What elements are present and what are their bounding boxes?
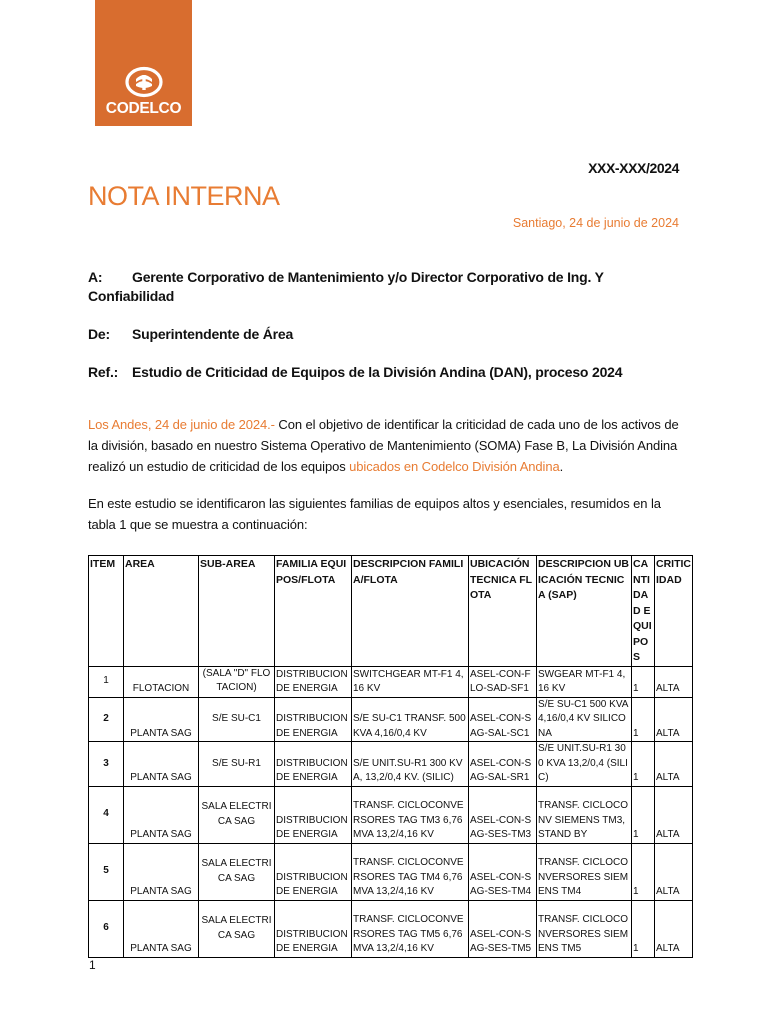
- codelco-logo: [95, 0, 192, 126]
- document-date: Santiago, 24 de junio de 2024: [512, 216, 679, 230]
- cell-familia: DISTRIBUCION DE ENERGIA: [275, 697, 352, 742]
- intro-paragraph: [88, 414, 683, 477]
- col-header-criticidad: CRITICIDAD: [655, 556, 693, 667]
- cell-item: 1: [89, 666, 124, 697]
- cell-cantidad: 1: [632, 697, 655, 742]
- reference-line: [88, 364, 622, 380]
- cell-descripcion-ubicacion: SWGEAR MT-F1 4,16 KV: [537, 666, 632, 697]
- cell-descripcion-ubicacion: TRANSF. CICLOCONVERSORES SIEMENS TM4: [537, 843, 632, 900]
- table-header-row: [89, 556, 693, 667]
- cell-familia: DISTRIBUCION DE ENERGIA: [275, 742, 352, 787]
- addressee-label: A:: [88, 269, 103, 285]
- cell-item: 5: [89, 843, 124, 900]
- cell-sub-area: S/E SU-R1: [199, 742, 275, 787]
- cell-descripcion-ubicacion: S/E SU-C1 500 KVA 4,16/0,4 KV SILICONA: [537, 697, 632, 742]
- cell-cantidad: 1: [632, 666, 655, 697]
- table-row: [89, 843, 693, 900]
- cell-area: PLANTA SAG: [124, 843, 199, 900]
- cell-cantidad: 1: [632, 843, 655, 900]
- cell-item: 3: [89, 742, 124, 787]
- cell-ubicacion: ASEL-CON-FLO-SAD-SF1: [469, 666, 537, 697]
- cell-area: PLANTA SAG: [124, 900, 199, 957]
- logo-wordmark: CODELCO: [105, 100, 182, 117]
- col-header-cantidad: CANTIDAD EQUIPOS: [632, 556, 655, 667]
- cell-familia: DISTRIBUCION DE ENERGIA: [275, 786, 352, 843]
- cell-item: 4: [89, 786, 124, 843]
- cell-criticidad: ALTA: [655, 900, 693, 957]
- cell-familia: DISTRIBUCION DE ENERGIA: [275, 900, 352, 957]
- cell-cantidad: 1: [632, 786, 655, 843]
- document-title: NOTA INTERNA: [88, 181, 280, 211]
- table-row: [89, 742, 693, 787]
- cell-sub-area: S/E SU-C1: [199, 697, 275, 742]
- cell-area: PLANTA SAG: [124, 697, 199, 742]
- table-row: [89, 900, 693, 957]
- cell-descripcion-familia: SWITCHGEAR MT-F1 4,16 KV: [352, 666, 469, 697]
- col-header-descripcion-ubicacion: DESCRIPCION UBICACIÓN TECNICA (SAP): [537, 556, 632, 667]
- cell-item: 2: [89, 697, 124, 742]
- reference-label: Ref.:: [88, 364, 119, 380]
- codelco-emblem-icon: [124, 66, 164, 98]
- col-header-area: AREA: [124, 556, 199, 667]
- cell-criticidad: ALTA: [655, 843, 693, 900]
- cell-descripcion-ubicacion: TRANSF. CICLOCONV SIEMENS TM3, STAND BY: [537, 786, 632, 843]
- cell-ubicacion: ASEL-CON-SAG-SES-TM3: [469, 786, 537, 843]
- sender-line: [88, 326, 293, 342]
- cell-ubicacion: ASEL-CON-SAG-SAL-SC1: [469, 697, 537, 742]
- cell-criticidad: ALTA: [655, 786, 693, 843]
- intro-lead: Los Andes, 24 de junio de 2024.-: [88, 417, 275, 432]
- cell-criticidad: ALTA: [655, 697, 693, 742]
- cell-descripcion-familia: S/E UNIT.SU-R1 300 KVA, 13,2/0,4 KV. (SILIC): [352, 742, 469, 787]
- cell-descripcion-ubicacion: S/E UNIT.SU-R1 300 KVA 13,2/0,4 (SILIC): [537, 742, 632, 787]
- cell-sub-area: SALA ELECTRICA SAG: [199, 786, 275, 843]
- cell-criticidad: ALTA: [655, 666, 693, 697]
- addressee-value: Gerente Corporativo de Mantenimiento y/o Director Corporativo de Ing. Y Confiabilidad: [88, 269, 604, 304]
- cell-cantidad: 1: [632, 742, 655, 787]
- cell-sub-area: SALA ELECTRICA SAG: [199, 843, 275, 900]
- intro-text-2: .: [559, 459, 564, 474]
- intro-highlight: ubicados en Codelco División Andina: [349, 459, 560, 474]
- cell-familia: DISTRIBUCION DE ENERGIA: [275, 666, 352, 697]
- summary-paragraph: En este estudio se identificaron las siguientes familias de equipos altos y esenciales, resumidos en la tabla 1 que se muestra a continuación:: [88, 496, 661, 532]
- cell-criticidad: ALTA: [655, 742, 693, 787]
- reference-value: Estudio de Criticidad de Equipos de la División Andina (DAN), proceso 2024: [132, 364, 623, 380]
- cell-area: PLANTA SAG: [124, 786, 199, 843]
- cell-descripcion-ubicacion: TRANSF. CICLOCONVERSORES SIEMENS TM5: [537, 900, 632, 957]
- sender-label: De:: [88, 326, 110, 342]
- col-header-ubicacion: UBICACIÓN TECNICA FLOTA: [469, 556, 537, 667]
- table-row: [89, 666, 693, 697]
- page-number: 1: [89, 958, 96, 972]
- table-row: [89, 697, 693, 742]
- cell-sub-area: SALA ELECTRICA SAG: [199, 900, 275, 957]
- col-header-item: ITEM: [89, 556, 124, 667]
- cell-descripcion-familia: TRANSF. CICLOCONVERSORES TAG TM4 6,76 MVA 13,2/4,16 KV: [352, 843, 469, 900]
- cell-area: FLOTACION: [124, 666, 199, 697]
- cell-familia: DISTRIBUCION DE ENERGIA: [275, 843, 352, 900]
- cell-descripcion-familia: TRANSF. CICLOCONVERSORES TAG TM3 6,76 MVA 13,2/4,16 KV: [352, 786, 469, 843]
- cell-item: 6: [89, 900, 124, 957]
- col-header-sub-area: SUB-AREA: [199, 556, 275, 667]
- cell-ubicacion: ASEL-CON-SAG-SES-TM4: [469, 843, 537, 900]
- sender-value: Superintendente de Área: [132, 326, 294, 342]
- cell-ubicacion: ASEL-CON-SAG-SES-TM5: [469, 900, 537, 957]
- cell-cantidad: 1: [632, 900, 655, 957]
- document-number: XXX-XXX/2024: [588, 160, 679, 176]
- cell-descripcion-familia: TRANSF. CICLOCONVERSORES TAG TM5 6,76 MVA 13,2/4,16 KV: [352, 900, 469, 957]
- addressee-line: [88, 268, 688, 306]
- cell-ubicacion: ASEL-CON-SAG-SAL-SR1: [469, 742, 537, 787]
- intro-text-1: Con el objetivo de identificar la criticidad de cada uno de los activos de la división, basado en nuestro Sistema Operativo de Mantenimiento (SOMA) Fase B, La División Andina realizó un estudio de criticidad de los equipos: [88, 417, 679, 474]
- cell-area: PLANTA SAG: [124, 742, 199, 787]
- equipment-table: [88, 555, 693, 958]
- cell-descripcion-familia: S/E SU-C1 TRANSF. 500KVA 4,16/0,4 KV: [352, 697, 469, 742]
- cell-sub-area: (SALA "D" FLOTACION): [199, 666, 275, 697]
- table-row: [89, 786, 693, 843]
- col-header-familia: FAMILIA EQUIPOS/FLOTA: [275, 556, 352, 667]
- col-header-descripcion-familia: DESCRIPCION FAMILIA/FLOTA: [352, 556, 469, 667]
